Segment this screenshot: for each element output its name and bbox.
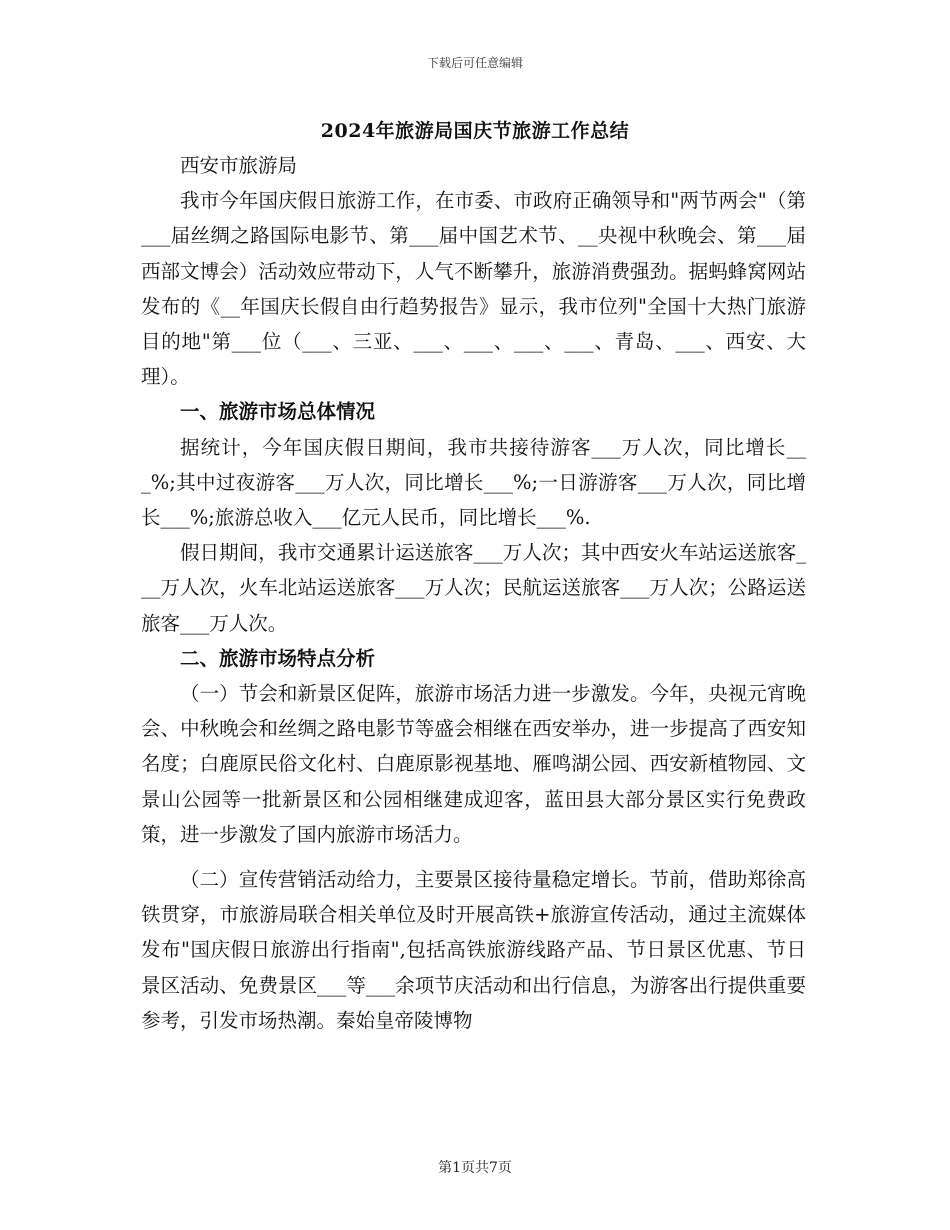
author-line: 西安市旅游局 xyxy=(180,154,298,177)
analysis-paragraph-1: （一）节会和新景区促阵，旅游市场活力进一步激发。今年，央视元宵晚会、中秋晚会和丝绸之路电影节等盛会相继在西安举办，进一步提高了西安知名度；白鹿原民俗文化村、白鹿原影视基地、雁鸣湖公园、西安新植物园、文景山公园等一批新景区和公园相继建成迎客，蓝田县大部分景区实行免费政策，进一步激发了国内旅游市场活力。 xyxy=(141,682,806,846)
intro-paragraph: 我市今年国庆假日旅游工作，在市委、市政府正确领导和"两节两会"（第___届丝绸之路国际电影节、第___届中国艺术节、__央视中秋晚会、第___届西部文博会）活动效应带动下，人气不断攀升，旅游消费强劲。据蚂蜂窝网站发布的《__年国庆长假自由行趋势报告》显示，我市位列"全国十大热门旅游目的地"第___位（___、三亚、___、___、___、___、青岛、___、西安、大理）。 xyxy=(141,189,806,389)
statistics-paragraph: 据统计，今年国庆假日期间，我市共接待游客___万人次，同比增长___%;其中过夜游客___万人次，同比增长___%;一日游游客___万人次，同比增长___%;旅游总收入___亿元人民币，同比增长___%. xyxy=(141,435,806,530)
document-title: 2024年旅游局国庆节旅游工作总结 xyxy=(320,120,630,142)
analysis-paragraph-2: （二）宣传营销活动给力，主要景区接待量稳定增长。节前，借助郑徐高铁贯穿，市旅游局联合相关单位及时开展高铁+旅游宣传活动，通过主流媒体发布"国庆假日旅游出行指南",包括高铁旅游线路产品、节日景区优惠、节日景区活动、免费景区___等___余项节庆活动和出行信息，为游客出行提供重要参考，引发市场热潮。秦始皇帝陵博物 xyxy=(141,868,806,1032)
section-heading-1: 一、旅游市场总体情况 xyxy=(180,400,376,424)
page-footer: 第1页共7页 xyxy=(438,1160,512,1176)
header-note: 下载后可任意编辑 xyxy=(426,56,523,70)
section-heading-2: 二、旅游市场特点分析 xyxy=(180,646,376,670)
transport-paragraph: 假日期间，我市交通累计运送旅客___万人次；其中西安火车站运送旅客___万人次，火车北站运送旅客___万人次；民航运送旅客___万人次；公路运送旅客___万人次。 xyxy=(141,541,806,635)
document-body xyxy=(141,148,806,1038)
